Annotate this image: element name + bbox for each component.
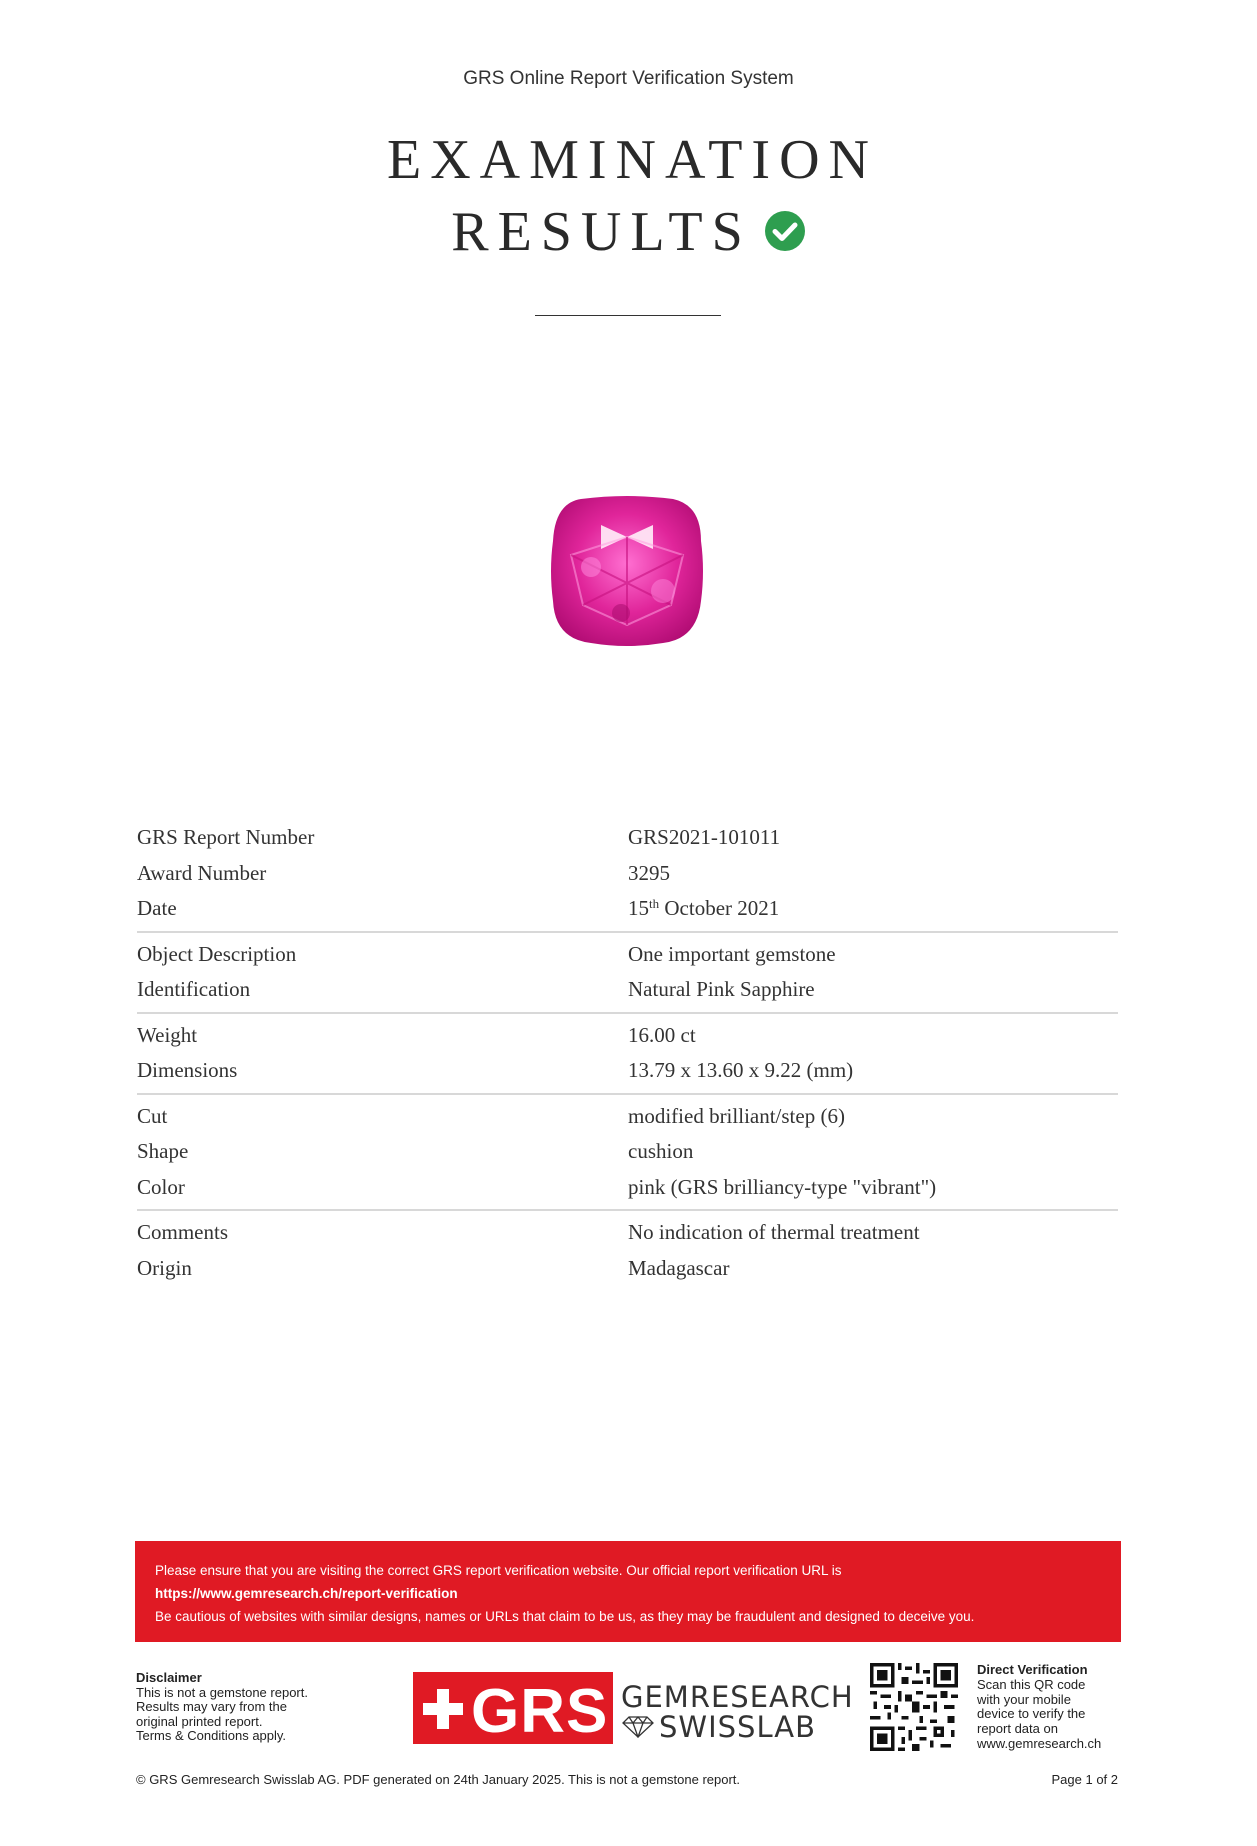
row-value: One important gemstone bbox=[628, 941, 836, 966]
warning-line3: Be cautious of websites with similar designs, names or URLs that claim to be us, as they may be fraudulent and designed to deceive you. bbox=[155, 1609, 975, 1624]
report-group-identity bbox=[137, 820, 1118, 933]
row-label: Award Number bbox=[137, 860, 267, 885]
row-value: Natural Pink Sapphire bbox=[628, 977, 815, 1002]
logo-line2-text: SWISSLAB bbox=[659, 1710, 817, 1744]
page-title-line2 bbox=[0, 200, 1257, 264]
direct-verification-line: with your mobile bbox=[977, 1691, 1071, 1707]
row-label: Date bbox=[137, 896, 177, 921]
grs-logo bbox=[413, 1672, 854, 1746]
table-row bbox=[137, 891, 1118, 927]
direct-verification-url[interactable]: www.gemresearch.ch bbox=[977, 1735, 1102, 1751]
check-circle-icon bbox=[764, 210, 806, 252]
logo-line2 bbox=[621, 1710, 816, 1744]
page-title-line1: EXAMINATION bbox=[387, 129, 878, 191]
row-label: GRS Report Number bbox=[137, 825, 315, 850]
swiss-cross-icon bbox=[423, 1689, 463, 1729]
date-rest: October 2021 bbox=[659, 896, 780, 921]
row-value-date bbox=[628, 896, 1118, 921]
row-value: 13.79 x 13.60 x 9.22 (mm) bbox=[628, 1058, 854, 1083]
direct-verification bbox=[977, 1663, 1127, 1752]
direct-verification-heading: Direct Verification bbox=[977, 1662, 1088, 1677]
row-value: No indication of thermal treatment bbox=[628, 1220, 920, 1245]
table-row bbox=[137, 1099, 1118, 1135]
page-number: Page 1 of 2 bbox=[1051, 1772, 1118, 1787]
date-ordinal: th bbox=[649, 896, 660, 912]
qr-code-icon[interactable] bbox=[870, 1663, 958, 1751]
disclaimer bbox=[136, 1671, 356, 1744]
row-value: GRS2021-101011 bbox=[628, 825, 781, 850]
table-row bbox=[137, 1215, 1118, 1251]
report-details-table bbox=[137, 820, 1118, 1294]
table-row bbox=[137, 1053, 1118, 1089]
disclaimer-line: Terms & Conditions apply. bbox=[136, 1728, 287, 1743]
report-group-appearance bbox=[137, 1099, 1118, 1212]
system-title: GRS Online Report Verification System bbox=[463, 68, 794, 89]
row-value: cushion bbox=[628, 1139, 694, 1164]
row-label: Shape bbox=[137, 1139, 189, 1164]
verification-url-link[interactable]: https://www.gemresearch.ch/report-verification bbox=[155, 1586, 458, 1601]
logo-mark: GRS bbox=[471, 1677, 609, 1746]
direct-verification-line: report data on bbox=[977, 1721, 1058, 1737]
disclaimer-line: original printed report. bbox=[136, 1713, 263, 1729]
row-value: Madagascar bbox=[628, 1255, 730, 1280]
table-row bbox=[137, 856, 1118, 892]
report-group-measurements bbox=[137, 1018, 1118, 1095]
disclaimer-heading: Disclaimer bbox=[136, 1670, 202, 1685]
row-label: Identification bbox=[137, 977, 251, 1002]
table-row bbox=[137, 1018, 1118, 1054]
row-value: pink (GRS brilliancy-type "vibrant") bbox=[628, 1174, 937, 1199]
row-label: Comments bbox=[137, 1220, 229, 1245]
row-value: modified brilliant/step (6) bbox=[628, 1103, 845, 1128]
diamond-outline-icon bbox=[621, 1716, 655, 1738]
row-label: Color bbox=[137, 1174, 185, 1199]
direct-verification-line: device to verify the bbox=[977, 1706, 1086, 1722]
row-label: Origin bbox=[137, 1255, 192, 1280]
disclaimer-line: This is not a gemstone report. bbox=[136, 1684, 308, 1700]
page-title-line2-text: RESULTS bbox=[451, 201, 752, 263]
table-row bbox=[137, 937, 1118, 973]
row-value: 16.00 ct bbox=[628, 1022, 696, 1047]
copyright-footer: © GRS Gemresearch Swisslab AG. PDF generated on 24th January 2025. This is not a gemstone report. bbox=[136, 1772, 741, 1787]
warning-line1: Please ensure that you are visiting the correct GRS report verification website. Our official report verification URL is bbox=[155, 1563, 842, 1578]
row-label: Dimensions bbox=[137, 1058, 238, 1083]
table-row bbox=[137, 972, 1118, 1008]
logo-line1: GEMRESEARCH bbox=[621, 1680, 854, 1714]
date-day: 15 bbox=[628, 896, 649, 921]
row-label: Weight bbox=[137, 1022, 198, 1047]
title-divider bbox=[535, 315, 721, 316]
table-row bbox=[137, 1170, 1118, 1206]
table-row bbox=[137, 820, 1118, 856]
direct-verification-line: Scan this QR code bbox=[977, 1676, 1086, 1692]
disclaimer-line: Results may vary from the bbox=[136, 1699, 287, 1714]
report-group-description bbox=[137, 937, 1118, 1014]
row-label: Cut bbox=[137, 1103, 168, 1128]
row-value: 3295 bbox=[628, 860, 670, 885]
row-label: Object Description bbox=[137, 941, 297, 966]
report-group-conclusion bbox=[137, 1215, 1118, 1290]
phishing-warning-banner bbox=[135, 1541, 1121, 1642]
table-row bbox=[137, 1134, 1118, 1170]
pink-sapphire-gem-image bbox=[551, 495, 703, 647]
table-row bbox=[137, 1251, 1118, 1287]
